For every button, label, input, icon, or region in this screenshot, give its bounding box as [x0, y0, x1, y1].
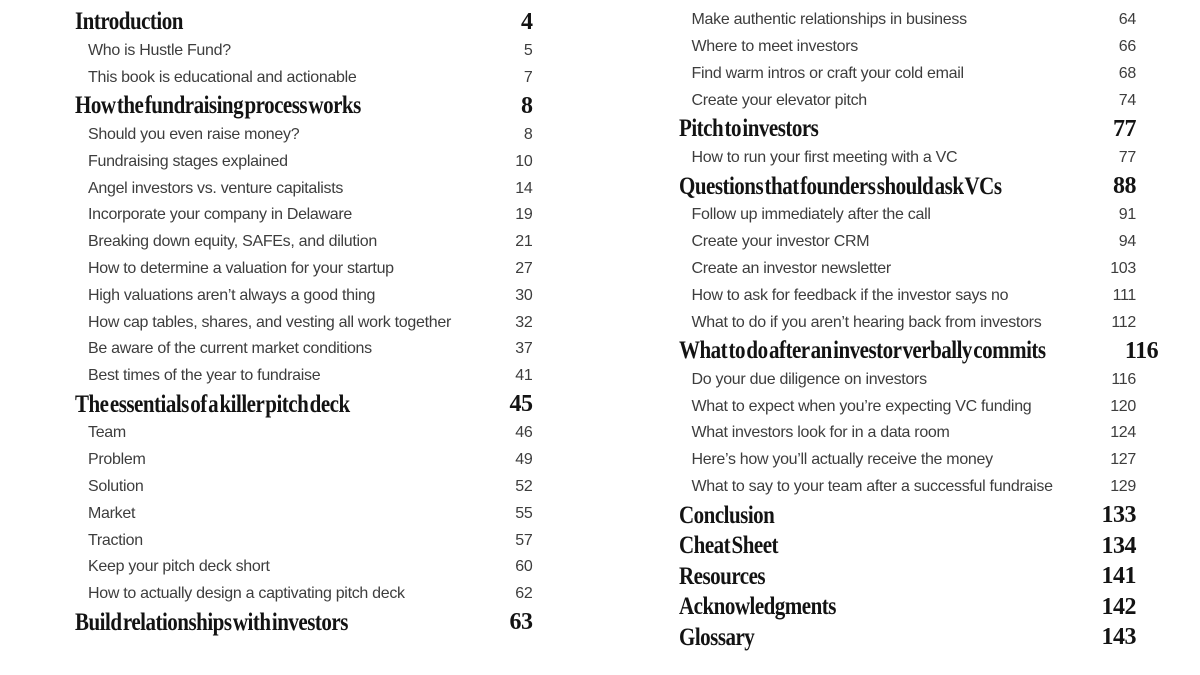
- toc-section-heading: [75, 390, 533, 421]
- toc-entry-page-number: 91: [1118, 206, 1136, 224]
- toc-entry-page-number: 68: [1118, 64, 1136, 82]
- toc-section-heading: [679, 561, 1137, 592]
- toc-entry-label: Market: [88, 504, 136, 522]
- toc-entry: [75, 175, 533, 202]
- toc-entry-page-number: 30: [515, 286, 533, 304]
- toc-entry-page-number: 4: [521, 8, 533, 35]
- toc-entry-label: What to say to your team after a successful fundraise: [691, 478, 1053, 496]
- toc-entry-page-number: 41: [515, 367, 533, 385]
- toc-entry-label: Create your elevator pitch: [691, 91, 867, 109]
- toc-entry: [679, 7, 1137, 34]
- toc-section-heading: [679, 531, 1137, 562]
- toc-entry-page-number: 112: [1111, 313, 1136, 331]
- toc-entry-page-number: 10: [515, 152, 533, 170]
- toc-section-heading: [75, 91, 533, 122]
- toc-entry: [75, 229, 533, 256]
- toc-entry-label: What to expect when you’re expecting VC funding: [691, 397, 1032, 415]
- toc-entry-page-number: 49: [515, 451, 533, 469]
- toc-entry-page-number: 8: [521, 92, 533, 119]
- toc-entry-label: How to ask for feedback if the investor says no: [691, 286, 1009, 304]
- toc-entry-label: Find warm intros or craft your cold email: [691, 64, 964, 82]
- toc-entry-page-number: 143: [1101, 624, 1136, 651]
- toc-entry: [75, 256, 533, 283]
- toc-entry-label: Best times of the year to fundraise: [88, 367, 321, 385]
- toc-entry: [75, 474, 533, 501]
- toc-entry-page-number: 60: [515, 558, 533, 576]
- toc-entry-label: Problem: [88, 451, 146, 469]
- toc-entry-label: How to actually design a captivating pitch deck: [88, 585, 405, 603]
- toc-entry-page-number: 5: [523, 41, 533, 59]
- toc-entry: [679, 145, 1137, 172]
- toc-entry-page-number: 66: [1118, 38, 1136, 56]
- toc-entry-page-number: 7: [523, 68, 533, 86]
- toc-entry-label: Should you even raise money?: [88, 125, 300, 143]
- toc-entry-page-number: 88: [1113, 173, 1136, 200]
- toc-entry-page-number: 21: [515, 233, 533, 251]
- toc-entry-label: What to do after an investor verbally commits: [678, 337, 1046, 365]
- toc-entry-page-number: 142: [1101, 593, 1136, 620]
- toc-entry-label: Pitch to investors: [678, 115, 818, 143]
- toc-entry: [75, 500, 533, 527]
- toc-entry-page-number: 14: [515, 179, 533, 197]
- toc-entry: [75, 282, 533, 309]
- toc-entry-page-number: 127: [1110, 451, 1136, 469]
- toc-entry: [679, 87, 1137, 114]
- toc-section-heading: [679, 171, 1137, 202]
- toc-entry: [75, 363, 533, 390]
- toc-entry-page-number: 63: [509, 609, 533, 636]
- toc-entry-label: Follow up immediately after the call: [691, 206, 931, 224]
- toc-entry: [679, 229, 1137, 256]
- toc-entry-page-number: 103: [1110, 259, 1136, 277]
- toc-entry-page-number: 62: [515, 585, 533, 603]
- toc-entry-page-number: 74: [1118, 91, 1136, 109]
- toc-entry-page-number: 32: [515, 313, 533, 331]
- toc-entry-label: Here’s how you’ll actually receive the money: [691, 451, 993, 469]
- toc-entry-page-number: 46: [515, 424, 533, 442]
- toc-entry-page-number: 120: [1110, 397, 1136, 415]
- toc-section-heading: [679, 622, 1137, 653]
- toc-entry-label: Team: [88, 424, 126, 442]
- toc-entry-page-number: 55: [515, 504, 533, 522]
- toc-entry-label: Breaking down equity, SAFEs, and dilution: [88, 233, 377, 251]
- toc-entry: [75, 581, 533, 608]
- toc-entry-label: Create an investor newsletter: [691, 259, 891, 277]
- toc-section-heading: [678, 336, 1159, 367]
- toc-entry-page-number: 64: [1118, 11, 1136, 29]
- toc-entry-label: How to run your first meeting with a VC: [691, 149, 958, 167]
- toc-entry: [679, 34, 1137, 61]
- toc-entry: [75, 64, 533, 91]
- toc-entry-page-number: 19: [515, 206, 533, 224]
- toc-entry-label: Solution: [88, 478, 144, 496]
- toc-entry-page-number: 52: [515, 478, 533, 496]
- toc-entry-page-number: 8: [523, 125, 533, 143]
- toc-entry-page-number: 111: [1112, 286, 1136, 304]
- toc-section-heading: [679, 592, 1137, 623]
- toc-entry-page-number: 133: [1101, 502, 1136, 529]
- toc-entry: [679, 309, 1137, 336]
- toc-entry-label: Who is Hustle Fund?: [88, 41, 231, 59]
- toc-entry-label: Resources: [678, 562, 765, 590]
- toc-entry-label: Create your investor CRM: [691, 233, 870, 251]
- toc-entry-label: What investors look for in a data room: [691, 424, 950, 442]
- toc-section-heading: [75, 7, 533, 38]
- toc-entry-page-number: 57: [515, 531, 533, 549]
- toc-entry-page-number: 141: [1101, 563, 1136, 590]
- toc-entry: [75, 202, 533, 229]
- toc-entry-label: Be aware of the current market conditions: [88, 340, 372, 358]
- toc-entry: [75, 148, 533, 175]
- toc-entry-page-number: 129: [1110, 478, 1136, 496]
- toc-entry-label: Traction: [88, 531, 143, 549]
- toc-entry: [679, 282, 1137, 309]
- toc-entry-label: High valuations aren’t always a good thing: [88, 286, 376, 304]
- toc-entry-page-number: 116: [1124, 337, 1159, 364]
- toc-entry: [679, 202, 1137, 229]
- toc-entry-label: Make authentic relationships in business: [691, 11, 967, 29]
- toc-column-right: [678, 7, 1159, 675]
- toc-column-left: [75, 7, 533, 675]
- toc-entry: [75, 38, 533, 65]
- toc-entry: [75, 309, 533, 336]
- toc-entry: [75, 122, 533, 149]
- toc-entry: [679, 420, 1137, 447]
- toc-entry-page-number: 45: [509, 391, 533, 418]
- toc-entry-label: How cap tables, shares, and vesting all work together: [88, 313, 451, 331]
- toc-entry-label: Introduction: [75, 8, 183, 36]
- toc-entry-page-number: 77: [1118, 149, 1136, 167]
- toc-entry-label: Questions that founders should ask VCs: [678, 172, 1002, 200]
- toc-entry-label: Angel investors vs. venture capitalists: [88, 179, 344, 197]
- toc-entry: [75, 336, 533, 363]
- toc-entry-page-number: 27: [515, 259, 533, 277]
- toc-entry-label: Do your due diligence on investors: [691, 370, 927, 388]
- toc-entry-page-number: 134: [1101, 532, 1136, 559]
- toc-entry: [679, 366, 1137, 393]
- toc-entry: [679, 474, 1137, 501]
- toc-entry: [75, 420, 533, 447]
- toc-entry-page-number: 94: [1118, 233, 1136, 251]
- toc-section-heading: [75, 608, 533, 639]
- toc-entry: [75, 554, 533, 581]
- toc-entry: [679, 393, 1137, 420]
- toc-entry: [679, 256, 1137, 283]
- toc-entry: [679, 61, 1137, 88]
- toc-entry-page-number: 37: [515, 340, 533, 358]
- toc-entry-label: Conclusion: [678, 501, 774, 529]
- toc-entry: [679, 447, 1137, 474]
- toc-entry-label: Acknowledgments: [678, 593, 836, 621]
- toc-entry-label: This book is educational and actionable: [88, 68, 357, 86]
- toc-entry-page-number: 124: [1110, 424, 1136, 442]
- toc-entry: [75, 527, 533, 554]
- toc-entry-label: Where to meet investors: [691, 38, 858, 56]
- toc-entry-page-number: 77: [1113, 115, 1136, 142]
- toc-entry-label: Glossary: [678, 623, 754, 651]
- toc-entry-page-number: 116: [1111, 370, 1136, 388]
- toc-entry-label: Incorporate your company in Delaware: [88, 206, 353, 224]
- toc-entry-label: How the fundraising process works: [75, 92, 361, 120]
- toc-entry-label: What to do if you aren’t hearing back from investors: [691, 313, 1042, 331]
- toc-entry: [75, 447, 533, 474]
- toc-entry-label: Fundraising stages explained: [88, 152, 288, 170]
- toc-entry-label: The essentials of a killer pitch deck: [75, 390, 350, 418]
- toc-entry-label: Cheat Sheet: [678, 532, 778, 560]
- toc-entry-label: Build relationships with investors: [75, 608, 348, 636]
- toc-entry-label: How to determine a valuation for your startup: [88, 259, 394, 277]
- toc-entry-label: Keep your pitch deck short: [88, 558, 270, 576]
- toc-section-heading: [679, 500, 1137, 531]
- toc-section-heading: [679, 114, 1137, 145]
